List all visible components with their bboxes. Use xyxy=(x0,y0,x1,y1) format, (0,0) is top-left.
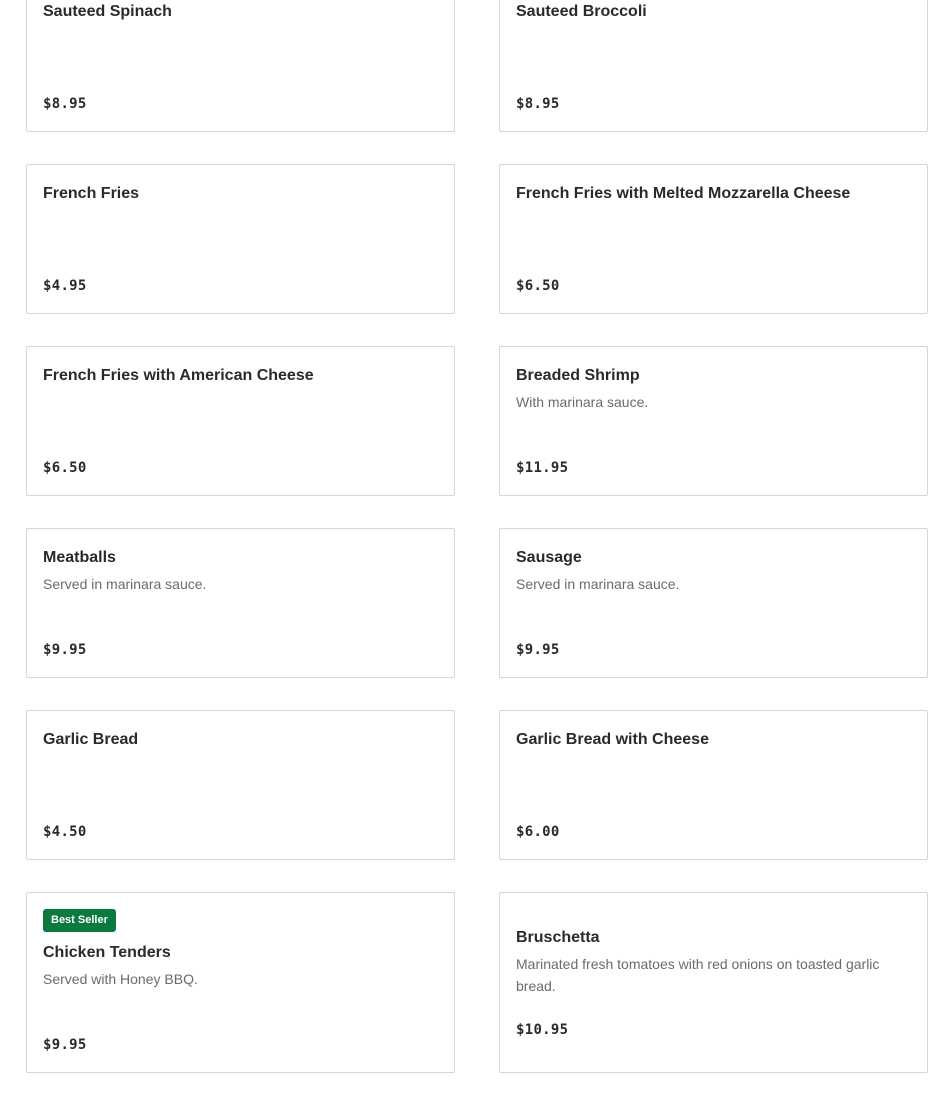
menu-item-card-sauteed-spinach[interactable] xyxy=(26,0,455,132)
menu-item-name: Bruschetta xyxy=(516,929,600,946)
menu-item-card-sauteed-broccoli[interactable] xyxy=(499,0,928,132)
menu-item-card-garlic-bread[interactable] xyxy=(26,710,455,860)
menu-item-name: Meatballs xyxy=(43,549,116,566)
menu-item-price: $9.95 xyxy=(43,642,87,658)
menu-item-price: $8.95 xyxy=(516,96,560,112)
menu-item-name: Garlic Bread with Cheese xyxy=(516,731,709,748)
menu-item-description: Marinated fresh tomatoes with red onions on toasted garlic bread. xyxy=(516,956,880,994)
menu-item-card-french-fries-american[interactable] xyxy=(26,346,455,496)
menu-item-card-sausage[interactable] xyxy=(499,528,928,678)
menu-item-card-garlic-bread-cheese[interactable] xyxy=(499,710,928,860)
menu-item-name: French Fries xyxy=(43,185,140,202)
menu-item-price: $6.50 xyxy=(43,460,87,476)
menu-item-name: French Fries with Melted Mozzarella Cheese xyxy=(516,185,851,202)
menu-item-price: $4.95 xyxy=(43,278,87,294)
menu-item-description: Served with Honey BBQ. xyxy=(43,971,198,987)
menu-item-price: $11.95 xyxy=(516,460,569,476)
menu-item-card-chicken-tenders[interactable] xyxy=(26,892,455,1073)
menu-item-card-french-fries-mozzarella[interactable] xyxy=(499,164,928,314)
menu-item-name: Garlic Bread xyxy=(43,731,139,748)
menu-item-description: With marinara sauce. xyxy=(516,394,649,410)
menu-item-name: French Fries with American Cheese xyxy=(43,367,314,384)
menu-item-price: $10.95 xyxy=(516,1022,569,1038)
menu-item-description: Served in marinara sauce. xyxy=(516,576,680,592)
menu-item-name: Chicken Tenders xyxy=(43,944,171,961)
menu-item-card-bruschetta[interactable] xyxy=(499,892,928,1073)
menu-item-price: $4.50 xyxy=(43,824,87,840)
menu-item-name: Breaded Shrimp xyxy=(516,367,640,384)
menu-item-price: $6.50 xyxy=(516,278,560,294)
menu-item-card-breaded-shrimp[interactable] xyxy=(499,346,928,496)
menu-item-card-french-fries[interactable] xyxy=(26,164,455,314)
best-seller-badge: Best Seller xyxy=(43,909,116,932)
menu-item-description: Served in marinara sauce. xyxy=(43,576,207,592)
menu-item-price: $6.00 xyxy=(516,824,560,840)
menu-item-name: Sauteed Broccoli xyxy=(516,3,647,20)
menu-item-price: $9.95 xyxy=(43,1037,87,1053)
menu-item-name: Sauteed Spinach xyxy=(43,3,172,20)
menu-item-price: $9.95 xyxy=(516,642,560,658)
menu-item-name: Sausage xyxy=(516,549,582,566)
menu-item-price: $8.95 xyxy=(43,96,87,112)
menu-item-card-meatballs[interactable] xyxy=(26,528,455,678)
